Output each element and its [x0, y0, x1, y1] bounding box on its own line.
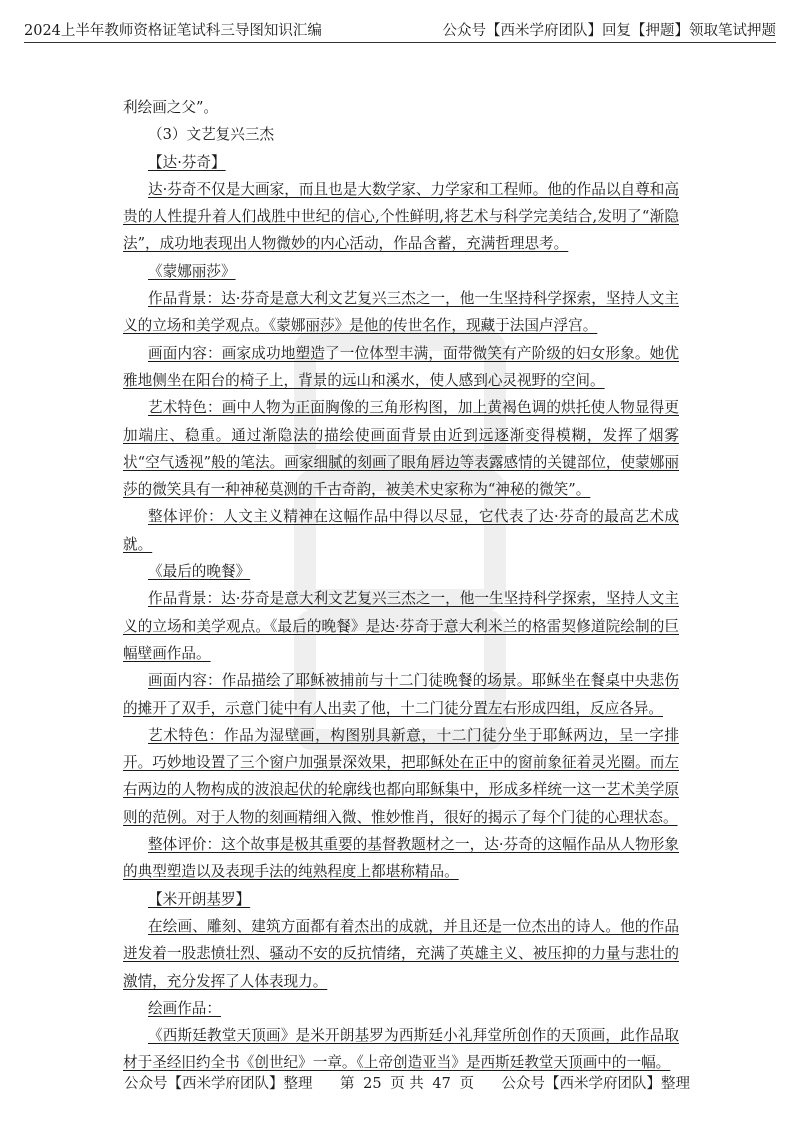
- page-header: [24, 14, 776, 43]
- paragraph: 达·芬奇不仅是大画家，而且也是大数学家、力学家和工程师。他的作品以自尊和高贵的人性提升着人们战胜中世纪的信心,个性鲜明,将艺术与科学完美结合,发明了“渐隐法”，成功地表现出人物微妙的内心活动，作品含蓄，充满哲理思考。: [123, 180, 679, 253]
- paragraph: 画面内容：作品描绘了耶稣被捕前与十二门徒晚餐的场景。耶稣坐在餐桌中央悲伤的摊开了双手，示意门徒中有人出卖了他，十二门徒分置左右形成四组，反应各异。: [123, 672, 679, 717]
- header-promo: 公众号【西米学府团队】回复【押题】领取笔试押题: [442, 23, 776, 39]
- document-body: [123, 94, 679, 1077]
- header-title: 2024上半年教师资格证笔试科三导图知识汇编: [24, 23, 322, 39]
- page-number: 第 25 页 共 47 页: [340, 1076, 474, 1092]
- page-footer: [124, 1072, 690, 1093]
- footer-left: 公众号【西米学府团队】整理: [124, 1076, 313, 1092]
- paragraph: 画面内容：画家成功地塑造了一位体型丰满，面带微笑有产阶级的妇女形象。她优雅地侧坐在阳台的椅子上，背景的远山和溪水，使人感到心灵视野的空间。: [123, 344, 679, 389]
- artwork-title-last-supper: 《最后的晚餐》: [148, 563, 251, 581]
- paragraph: 作品背景：达·芬奇是意大利文艺复兴三杰之一，他一生坚持科学探索，坚持人文主义的立场和美学观点。《最后的晚餐》是达·芬奇于意大利米兰的格雷契修道院绘制的巨幅壁画作品。: [123, 590, 679, 662]
- artwork-title-mona-lisa: 《蒙娜丽莎》: [148, 262, 236, 280]
- subheading-paintings: 绘画作品：: [148, 999, 221, 1017]
- paragraph: 《西斯廷教堂天顶画》是米开朗基罗为西斯廷小礼拜堂所创作的天顶画，此作品取材于圣经旧约全书《创世纪》一章。《上帝创造亚当》是西斯廷教堂天顶画中的一幅。: [123, 1027, 679, 1072]
- paragraph: 艺术特色：画中人物为正面胸像的三角形构图，加上黄褐色调的烘托使人物显得更加端庄、稳重。通过渐隐法的描绘使画面背景由近到远逐渐变得模糊，发挥了烟雾状“空气透视”般的笔法。画家细腻的刻画了眼角唇边等表露感情的关键部位，使蒙娜丽莎的微笑具有一种神秘莫测的千古奇韵，被美术史家称为“神秘的微笑”。: [123, 399, 679, 499]
- paragraph: 艺术特色：作品为湿壁画，构图别具新意，十二门徒分坐于耶稣两边，呈一字排开。巧妙地设置了三个窗户加强景深效果，把耶稣处在正中的窗前象征着灵光圈。而左右两边的人物构成的波浪起伏的轮廓线也都向耶稣集中，形成多样统一这一艺术美学原则的范例。对于人物的刻画精细入微、惟妙惟肖，很好的揭示了每个门徒的心理状态。: [123, 726, 679, 826]
- paragraph: 整体评价：人文主义精神在这幅作品中得以尽显，它代表了达·芬奇的最高艺术成就。: [123, 508, 679, 553]
- section-heading: （3）文艺复兴三杰: [148, 126, 275, 144]
- paragraph-continuation: 利绘画之父”。: [123, 99, 219, 116]
- subheading-da-vinci: 【达·芬奇】: [148, 153, 226, 171]
- current-page: 25: [363, 1076, 382, 1092]
- footer-right: 公众号【西米学府团队】整理: [501, 1076, 690, 1092]
- paragraph: 在绘画、雕刻、建筑方面都有着杰出的成就，并且还是一位杰出的诗人。他的作品迸发着一股悲愤壮烈、骚动不安的反抗情绪，充满了英雄主义、被压抑的力量与悲壮的激情，充分发挥了人体表现力。: [123, 917, 679, 990]
- paragraph: 作品背景：达·芬奇是意大利文艺复兴三杰之一，他一生坚持科学探索，坚持人文主义的立场和美学观点。《蒙娜丽莎》是他的传世名作，现藏于法国卢浮宫。: [123, 290, 679, 335]
- subheading-michelangelo: 【米开朗基罗】: [148, 890, 251, 908]
- total-pages: 47: [432, 1076, 451, 1092]
- paragraph: 整体评价：这个故事是极其重要的基督教题材之一，达·芬奇的这幅作品从人物形象的典型塑造以及表现手法的纯熟程度上都堪称精品。: [123, 836, 679, 881]
